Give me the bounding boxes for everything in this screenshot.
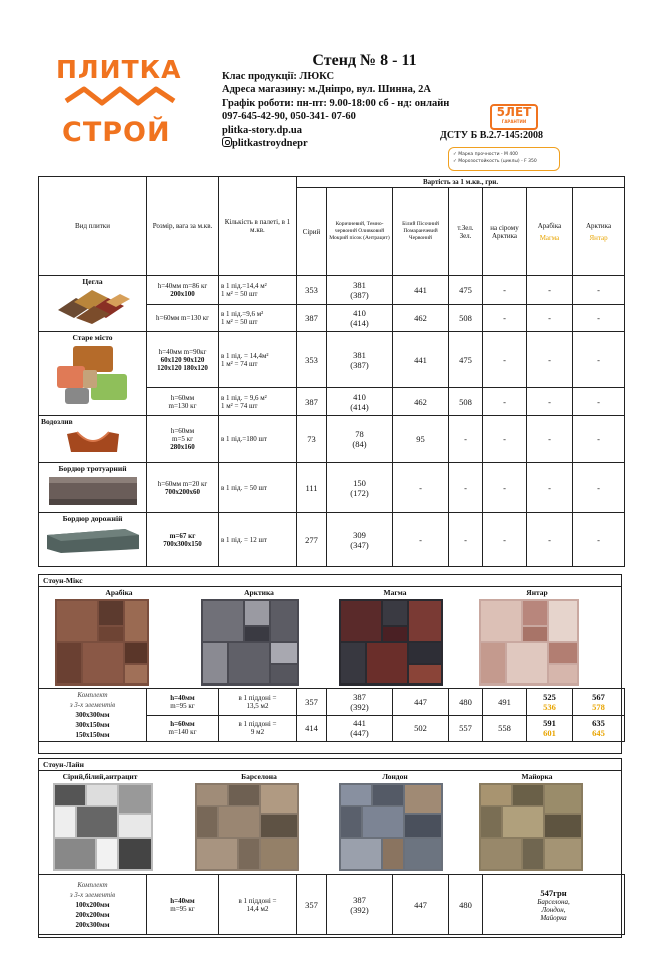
product-stare-misto (39, 332, 147, 416)
price-arctic-grey: - (483, 388, 527, 416)
warranty-badge (490, 104, 538, 130)
size-cell: h=60мм m=130 кг (147, 388, 219, 416)
website-link[interactable]: plitka-story.dp.ua (222, 124, 302, 136)
quality-box (448, 147, 560, 171)
product-name: Цегла (82, 277, 103, 286)
stoun-line-kit: Комплект з 3-х элементів 100х200мм 200х200мм 200х300мм (39, 875, 147, 935)
dstu-standard: ДСТУ Б В.2.7-145:2008 (440, 130, 544, 141)
size-cell: h=60мм m=5 кг 280х160 (147, 416, 219, 463)
stoun-mix-table (38, 688, 625, 742)
price-arctic-grey: 491 (483, 689, 527, 716)
tile-label-grey-white-anthracite: Сірий,білий,антрацит (62, 772, 138, 781)
table-row (39, 875, 625, 935)
price-white: 447 (393, 875, 449, 935)
qty-cell: в 1 під. = 12 шт (219, 513, 297, 567)
price-arctica: - (573, 388, 625, 416)
price-arctic-grey: - (483, 332, 527, 388)
price-grey: 111 (297, 463, 327, 513)
stoun-line-table (38, 874, 625, 935)
price-white: 462 (393, 388, 449, 416)
price-grey: 277 (297, 513, 327, 567)
price-colored: 441 (447) (327, 715, 393, 742)
price-arabica: - (527, 332, 573, 388)
price-white: - (393, 463, 449, 513)
price-gz: 508 (449, 388, 483, 416)
price-grey: 414 (297, 715, 327, 742)
price-grey: 353 (297, 332, 327, 388)
price-arctica: - (573, 513, 625, 567)
stare-misto-image (55, 344, 131, 406)
price-white: - (393, 513, 449, 567)
price-arctica: - (573, 332, 625, 388)
price-white: 441 (393, 276, 449, 305)
price-arabica: - (527, 276, 573, 305)
size-cell: h=40мм m=90кг 60х120 90х120 120х120 180х120 (147, 332, 219, 388)
tile-image-maiorka (479, 783, 583, 876)
size-cell: h=60мм m=140 кг (147, 715, 219, 742)
price-arabica: - (527, 416, 573, 463)
qty-cell: в 1 піддоні = 14,4 м2 (219, 875, 297, 935)
price-gz: 508 (449, 305, 483, 332)
price-grey: 353 (297, 276, 327, 305)
header-colored: Коричневий, Темно-червоний Оливковий Мокрий пісок (Антрацит) (327, 188, 393, 276)
bordyur-trotuarnyi-image (47, 475, 139, 507)
size-cell: h=60мм m=20 кг 700х200х60 (147, 463, 219, 513)
price-colored: 381 (387) (327, 276, 393, 305)
price-white: 462 (393, 305, 449, 332)
price-arabica: 591 601 (527, 715, 573, 742)
working-hours: Графік роботи: пн-пт: 9.00-18:00 сб - нд: онлайн (222, 97, 450, 109)
price-grey: 387 (297, 305, 327, 332)
price-white: 447 (393, 689, 449, 716)
price-arabica: - (527, 463, 573, 513)
price-colored: 387 (392) (327, 689, 393, 716)
table-row (39, 276, 625, 305)
header-white: Білий Пісочний Помаранчевий Червоний (393, 188, 449, 276)
qty-cell: в 1 під.=9,6 м² 1 м² = 50 шт (219, 305, 297, 332)
tile-label-magma: Магма (383, 588, 407, 597)
company-logo (50, 55, 205, 147)
header-size: Розмір, вага за м.кв. (147, 177, 219, 276)
product-bordyur-dorozhnii (39, 513, 147, 567)
product-name: Бордюр дорожній (62, 514, 123, 523)
instagram-label: plitkastroydnepr (232, 138, 308, 149)
logo-zigzag-icon (62, 85, 182, 115)
qty-cell: в 1 піддоні = 13,5 м2 (219, 689, 297, 716)
table-row (39, 416, 625, 463)
header-arctica-label: Арктика (585, 221, 612, 230)
price-arctica: 567 578 (573, 689, 625, 716)
price-arabica: - (527, 305, 573, 332)
price-stoun-line-colors: 547грн Барселона, Лондон, Майорка (483, 875, 625, 935)
tile-label-barcelona: Барселона (241, 772, 277, 781)
price-gz: - (449, 463, 483, 513)
page-title: Стенд № 8 - 11 (312, 52, 417, 69)
tile-image-grey-white-anthracite (53, 783, 153, 876)
price-colored: 150 (172) (327, 463, 393, 513)
price-colored: 410 (414) (327, 388, 393, 416)
product-bordyur-trotuarnyi (39, 463, 147, 513)
header-qty: Кількість в палеті, в 1 м.кв. (219, 177, 297, 276)
product-name: Бордюр тротуарний (58, 464, 127, 473)
price-grey: 357 (297, 875, 327, 935)
stoun-mix-title: Стоун-Мікс (39, 575, 621, 587)
product-name: Старе місто (72, 333, 113, 342)
header-magma-label: Магма (539, 233, 560, 242)
product-name: Водозлив (41, 417, 73, 426)
price-colored: 387 (392) (327, 875, 393, 935)
bordyur-dorozhnii-image (45, 525, 141, 555)
tile-label-yantar: Янтар (526, 588, 548, 597)
product-class: Клас продукції: ЛЮКС (222, 70, 335, 82)
price-grey: 73 (297, 416, 327, 463)
warranty-badge-sub: ГАРАНТИИ (501, 119, 527, 124)
vodozlyv-image (63, 428, 123, 456)
price-white: 441 (393, 332, 449, 388)
qty-cell: в 1 під. = 9,6 м² 1 м² = 74 шт (219, 388, 297, 416)
header-type: Вид плитки (39, 177, 147, 276)
header-yantar-label: Янтар (589, 233, 608, 242)
qty-cell: в 1 під. = 50 шт (219, 463, 297, 513)
header-price-group: Вартість за 1 м.кв., грн. (297, 177, 625, 188)
price-arabica: 525 536 (527, 689, 573, 716)
qty-cell: в 1 під.=180 шт (219, 416, 297, 463)
tile-label-arktika: Арктика (244, 588, 274, 597)
price-colored: 410 (414) (327, 305, 393, 332)
price-gz: - (449, 416, 483, 463)
table-row (39, 463, 625, 513)
price-grey: 357 (297, 689, 327, 716)
tile-image-london (339, 783, 443, 876)
instagram-icon (222, 137, 232, 147)
tile-image-arabica (55, 599, 149, 691)
price-gz: 475 (449, 276, 483, 305)
price-arabica: - (527, 388, 573, 416)
stoun-mix-kit: Комплект з 3-х элементів 300х300мм 300х150мм 150х150мм (39, 689, 147, 742)
price-colored: 309 (347) (327, 513, 393, 567)
qty-cell: в 1 під. = 14,4м² 1 м² = 74 шт (219, 332, 297, 388)
qty-cell: в 1 піддоні = 9 м2 (219, 715, 297, 742)
qty-cell: в 1 під.=14,4 м² 1 м² = 50 шт (219, 276, 297, 305)
price-arctic-grey: - (483, 276, 527, 305)
price-arctic-grey: - (483, 513, 527, 567)
price-arctica: 635 645 (573, 715, 625, 742)
price-arctica: - (573, 305, 625, 332)
table-row (39, 689, 625, 716)
price-arctic-grey: - (483, 416, 527, 463)
cegla-image (56, 288, 130, 324)
warranty-badge-label: 5ЛЕТ (496, 105, 532, 119)
price-arctic-grey: 558 (483, 715, 527, 742)
size-cell: h=40мм m=95 кг (147, 875, 219, 935)
quality-frost: ✓ Морозостойкость (циклы) - F 350 (453, 159, 537, 164)
header-arctica (573, 188, 625, 276)
table-row (39, 513, 625, 567)
product-vodozlyv (39, 416, 147, 463)
header-arabica-label: Арабіка (537, 221, 562, 230)
tile-image-yantar (479, 599, 579, 691)
price-arctica: - (573, 463, 625, 513)
price-arctica: - (573, 416, 625, 463)
price-white: 95 (393, 416, 449, 463)
price-gz: 480 (449, 875, 483, 935)
price-arctica: - (573, 276, 625, 305)
price-gz: - (449, 513, 483, 567)
price-arctic-grey: - (483, 463, 527, 513)
logo-word-stroy: СТРОЙ (62, 117, 171, 148)
tile-label-arabica: Арабіка (105, 588, 133, 597)
size-cell: h=40мм m=86 кг 200х100 (147, 276, 219, 305)
header-arctic-grey: на сірому Арктика (483, 188, 527, 276)
size-cell: m=67 кг 700х300х150 (147, 513, 219, 567)
price-colored: 78 (84) (327, 416, 393, 463)
price-gz: 475 (449, 332, 483, 388)
price-arabica: - (527, 513, 573, 567)
size-cell: h=60мм m=130 кг (147, 305, 219, 332)
tile-label-maiorka: Майорка (521, 772, 553, 781)
store-address: Адреса магазину: м.Дніпро, вул. Шинна, 2А (222, 84, 431, 95)
header-grey: Сірий (297, 188, 327, 276)
tile-image-barcelona (195, 783, 299, 876)
tile-image-magma (339, 599, 443, 691)
header-arabica (527, 188, 573, 276)
price-colored: 381 (387) (327, 332, 393, 388)
price-white: 502 (393, 715, 449, 742)
header-gz: т.Зел. Зел. (449, 188, 483, 276)
phone-numbers: 097-645-42-90, 050-341- 07-60 (222, 111, 356, 122)
logo-word-plytka: ПЛИТКА (56, 55, 182, 84)
tile-image-arktika (201, 599, 299, 691)
table-row (39, 332, 625, 388)
quality-strength: ✓ Марка прочности - М 400 (453, 152, 518, 157)
tile-label-london: Лондон (382, 772, 408, 781)
price-grey: 387 (297, 388, 327, 416)
size-cell: h=40мм m=95 кг (147, 689, 219, 716)
price-gz: 480 (449, 689, 483, 716)
price-arctic-grey: - (483, 305, 527, 332)
price-table (38, 176, 625, 567)
price-gz: 557 (449, 715, 483, 742)
product-cegla (39, 276, 147, 332)
stoun-line-title: Стоун-Лайн (39, 759, 621, 771)
